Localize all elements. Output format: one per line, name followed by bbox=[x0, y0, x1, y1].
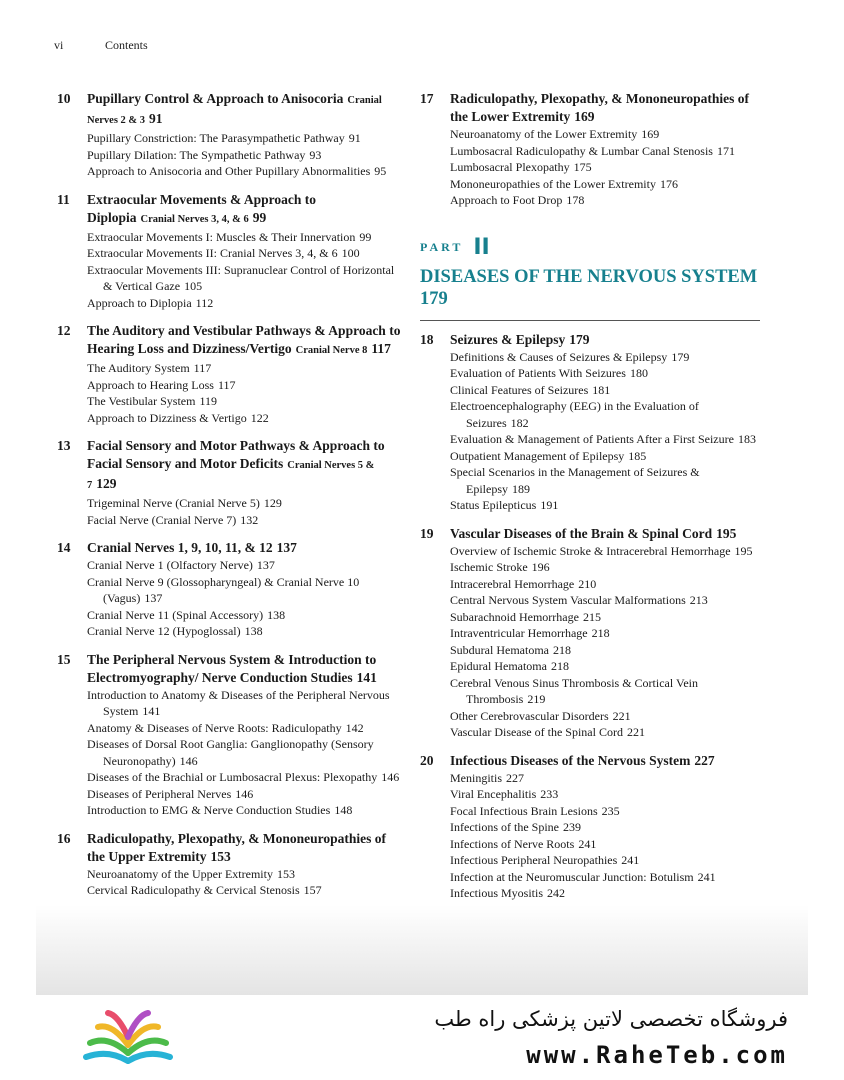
chapter-title bbox=[450, 90, 760, 126]
entry-page: 215 bbox=[582, 609, 601, 624]
entry-text: Cranial Nerve 11 (Spinal Accessory) bbox=[87, 607, 264, 622]
toc-left-column bbox=[57, 90, 402, 910]
toc-entry bbox=[87, 557, 402, 574]
chapter-page: 153 bbox=[210, 848, 231, 864]
entry-text: Focal Infectious Brain Lesions bbox=[450, 803, 598, 818]
toc-entry bbox=[450, 192, 760, 209]
toc-entry bbox=[450, 464, 760, 497]
toc-entry bbox=[450, 431, 760, 448]
chapter-title bbox=[87, 539, 402, 557]
toc-entry bbox=[87, 229, 402, 246]
entry-page: 171 bbox=[716, 143, 735, 158]
toc-entry bbox=[87, 882, 402, 899]
entry-page: 117 bbox=[193, 361, 212, 375]
entry-page: 221 bbox=[612, 708, 631, 723]
toc-entry bbox=[450, 143, 760, 160]
open-book-logo-icon bbox=[78, 1003, 178, 1069]
entry-page: 129 bbox=[263, 496, 282, 510]
entry-page: 241 bbox=[578, 836, 597, 851]
toc-entry bbox=[87, 866, 402, 883]
entry-page: 189 bbox=[512, 481, 530, 496]
entry-text: Introduction to EMG & Nerve Conduction Studies bbox=[87, 803, 331, 817]
toc-entry bbox=[450, 642, 760, 659]
toc-entry bbox=[87, 410, 402, 427]
entry-page: 241 bbox=[697, 869, 716, 884]
entry-page: 179 bbox=[671, 349, 690, 364]
toc-entry bbox=[450, 159, 760, 176]
store-url: www.RaheTeb.com bbox=[526, 1041, 788, 1069]
entry-text: Overview of Ischemic Stroke & Intracerebral Hemorrhage bbox=[450, 543, 731, 558]
entry-page: 241 bbox=[621, 853, 640, 867]
toc-entry bbox=[450, 609, 760, 626]
entry-page: 233 bbox=[540, 787, 559, 801]
cranial-nerve-tag: Cranial Nerve 8 bbox=[295, 345, 368, 356]
entry-page: 196 bbox=[531, 560, 550, 574]
chapter-body bbox=[87, 322, 402, 426]
toc-entry bbox=[87, 130, 402, 147]
entry-page: 142 bbox=[345, 720, 364, 735]
toc-entry bbox=[450, 770, 760, 787]
entry-page: 210 bbox=[578, 576, 597, 591]
chapter-title-text: Pupillary Control & Approach to Anisocoria bbox=[87, 91, 344, 106]
chapter-number: 14 bbox=[57, 540, 71, 555]
entry-page: 132 bbox=[240, 512, 259, 527]
entry-text: The Vestibular System bbox=[87, 394, 196, 408]
chapter-title-text: Infectious Diseases of the Nervous System bbox=[450, 752, 691, 768]
chapter-title-text: Cranial Nerves 1, 9, 10, 11, & 12 bbox=[87, 540, 273, 555]
chapter-number: 19 bbox=[420, 525, 434, 541]
entry-page: 100 bbox=[341, 246, 360, 260]
entry-text: Extraocular Movements III: Supranuclear Control of Horizontal & Vertical Gaze bbox=[87, 262, 395, 293]
entry-page: 219 bbox=[527, 692, 546, 706]
page-header bbox=[54, 38, 148, 53]
entry-page: 93 bbox=[309, 147, 322, 162]
page-number: vi bbox=[54, 38, 64, 52]
entry-page: 185 bbox=[628, 448, 647, 463]
entry-page: 146 bbox=[235, 786, 254, 801]
entry-text: Anatomy & Diseases of Nerve Roots: Radiculopathy bbox=[87, 720, 342, 735]
entry-text: Approach to Dizziness & Vertigo bbox=[87, 410, 247, 425]
part-page: 179 bbox=[420, 288, 448, 309]
toc-entry bbox=[450, 786, 760, 803]
toc-entry bbox=[87, 245, 402, 262]
chapter-page: 91 bbox=[149, 111, 163, 126]
entry-text: Pupillary Constriction: The Parasympathetic Pathway bbox=[87, 131, 345, 145]
entry-page: 138 bbox=[244, 624, 263, 638]
entry-text: Facial Nerve (Cranial Nerve 7) bbox=[87, 512, 237, 527]
toc-entry bbox=[87, 147, 402, 164]
part-label bbox=[420, 235, 760, 260]
entry-text: Electroencephalography (EEG) in the Evaluation of Seizures bbox=[450, 399, 699, 430]
chapter-title bbox=[450, 525, 760, 543]
toc-entry bbox=[450, 126, 760, 143]
entry-text: Cranial Nerve 9 (Glossopharyngeal) & Cranial Nerve 10 (Vagus) bbox=[87, 574, 360, 605]
entry-text: Neuroanatomy of the Upper Extremity bbox=[87, 866, 273, 881]
entry-text: Cerebral Venous Sinus Thrombosis & Cortical Vein Thrombosis bbox=[450, 675, 698, 706]
chapter-number: 10 bbox=[57, 91, 71, 106]
chapter-19 bbox=[420, 525, 760, 741]
entry-page: 95 bbox=[374, 164, 387, 178]
chapter-title-text: Seizures & Epilepsy bbox=[450, 331, 566, 347]
part-title bbox=[420, 266, 760, 310]
entry-page: 91 bbox=[348, 131, 361, 145]
entry-text: Introduction to Anatomy & Diseases of the Peripheral Nervous System bbox=[87, 687, 390, 718]
entry-page: 122 bbox=[250, 410, 269, 425]
entry-text: Subarachnoid Hemorrhage bbox=[450, 609, 579, 624]
entry-text: Infections of Nerve Roots bbox=[450, 836, 575, 851]
entry-text: Pupillary Dilation: The Sympathetic Pathway bbox=[87, 147, 306, 162]
toc-entry bbox=[87, 802, 402, 819]
entry-page: 117 bbox=[217, 377, 236, 392]
toc-entry bbox=[450, 349, 760, 366]
entry-text: Extraocular Movements I: Muscles & Their Innervation bbox=[87, 229, 356, 244]
chapter-title-text: Extraocular Movements & Approach to Diplopia bbox=[87, 191, 316, 225]
toc-entry bbox=[87, 360, 402, 377]
bottom-fade-overlay bbox=[36, 905, 808, 995]
toc-entry bbox=[87, 786, 402, 803]
entry-page: 218 bbox=[591, 626, 610, 640]
entry-text: Cervical Radiculopathy & Cervical Stenosis bbox=[87, 883, 300, 897]
entry-text: Ischemic Stroke bbox=[450, 560, 528, 574]
toc-entry bbox=[450, 497, 760, 514]
entry-page: 183 bbox=[737, 432, 756, 446]
entry-text: Meningitis bbox=[450, 770, 503, 785]
entry-text: Extraocular Movements II: Cranial Nerves 3, 4, & 6 bbox=[87, 246, 338, 260]
entry-page: 148 bbox=[334, 803, 353, 817]
entry-text: Diseases of the Brachial or Lumbosacral Plexus: Plexopathy bbox=[87, 770, 378, 784]
entry-page: 235 bbox=[601, 803, 620, 818]
entry-text: Subdural Hematoma bbox=[450, 642, 549, 657]
chapter-title-text: Radiculopathy, Plexopathy, & Mononeuropathies of the Upper Extremity bbox=[87, 830, 387, 864]
toc-entry bbox=[87, 262, 402, 295]
chapter-title bbox=[87, 437, 402, 495]
entry-page: 153 bbox=[276, 866, 295, 881]
chapter-title-text: The Peripheral Nervous System & Introduction to Electromyography/ Nerve Conduction Studies bbox=[87, 651, 377, 685]
entry-text: Approach to Foot Drop bbox=[450, 193, 563, 207]
toc-entry bbox=[87, 769, 402, 786]
entry-page: 218 bbox=[552, 642, 571, 657]
chapter-title-text: Facial Sensory and Motor Pathways & Approach to Facial Sensory and Motor Deficits bbox=[87, 438, 385, 471]
chapter-13 bbox=[57, 437, 402, 528]
entry-page: 213 bbox=[689, 593, 708, 607]
toc-entry bbox=[450, 543, 760, 560]
chapter-page: 179 bbox=[569, 331, 590, 347]
part-roman-numeral: II bbox=[473, 234, 490, 260]
toc-entry bbox=[450, 625, 760, 642]
toc-entry bbox=[450, 724, 760, 741]
entry-page: 138 bbox=[267, 607, 286, 622]
entry-text: Infections of the Spine bbox=[450, 820, 559, 834]
entry-text: Intracerebral Hemorrhage bbox=[450, 576, 575, 591]
entry-text: Neuroanatomy of the Lower Extremity bbox=[450, 127, 638, 141]
chapter-page: 117 bbox=[371, 341, 391, 356]
chapter-title bbox=[87, 90, 402, 130]
store-name: فروشگاه تخصصی لاتین پزشکی راه طب bbox=[434, 1007, 788, 1031]
chapter-body bbox=[450, 525, 760, 741]
chapter-title-text: Vascular Diseases of the Brain & Spinal Cord bbox=[450, 525, 713, 541]
toc-entry bbox=[450, 803, 760, 820]
chapter-number: 17 bbox=[420, 91, 434, 106]
entry-page: 137 bbox=[256, 558, 275, 572]
chapter-12 bbox=[57, 322, 402, 426]
chapter-body bbox=[450, 752, 760, 902]
chapter-number: 20 bbox=[420, 752, 434, 768]
entry-text: Infectious Myositis bbox=[450, 886, 543, 900]
chapter-title-text: Radiculopathy, Plexopathy, & Mononeuropathies of the Lower Extremity bbox=[450, 91, 750, 124]
chapter-10 bbox=[57, 90, 402, 180]
entry-page: 181 bbox=[592, 382, 611, 397]
entry-page: 146 bbox=[179, 753, 198, 768]
toc-entry bbox=[87, 295, 402, 312]
entry-text: Special Scenarios in the Management of Seizures & Epilepsy bbox=[450, 465, 700, 496]
toc-entry bbox=[450, 675, 760, 708]
toc-entry bbox=[87, 607, 402, 624]
chapter-body bbox=[87, 90, 402, 180]
chapter-number: 12 bbox=[57, 323, 71, 338]
toc-entry bbox=[450, 708, 760, 725]
chapter-body bbox=[87, 437, 402, 528]
chapter-page: 195 bbox=[716, 525, 737, 541]
part-heading bbox=[420, 235, 760, 321]
entry-text: Approach to Anisocoria and Other Pupillary Abnormalities bbox=[87, 164, 371, 178]
toc-entry bbox=[87, 512, 402, 529]
chapter-page: 99 bbox=[252, 209, 267, 225]
chapter-title bbox=[450, 331, 760, 349]
toc-entry bbox=[87, 163, 402, 180]
cranial-nerve-tag: Cranial Nerves 3, 4, & 6 bbox=[140, 213, 249, 225]
toc-entry bbox=[450, 885, 760, 902]
entry-page: 175 bbox=[573, 160, 592, 174]
chapter-page: 141 bbox=[356, 669, 377, 685]
chapter-title bbox=[87, 191, 402, 229]
toc-entry bbox=[87, 736, 402, 769]
chapter-number: 13 bbox=[57, 438, 71, 453]
entry-text: Intraventricular Hemorrhage bbox=[450, 626, 588, 640]
entry-text: Other Cerebrovascular Disorders bbox=[450, 708, 609, 723]
chapter-11 bbox=[57, 191, 402, 312]
entry-page: 141 bbox=[142, 704, 161, 718]
chapter-title bbox=[87, 651, 402, 687]
chapter-page: 129 bbox=[96, 476, 117, 491]
chapter-number: 16 bbox=[57, 830, 71, 846]
entry-text: Cranial Nerve 1 (Olfactory Nerve) bbox=[87, 558, 253, 572]
toc-entry bbox=[450, 819, 760, 836]
entry-text: Trigeminal Nerve (Cranial Nerve 5) bbox=[87, 496, 260, 510]
toc-entry bbox=[450, 365, 760, 382]
entry-page: 169 bbox=[641, 127, 660, 141]
entry-text: Outpatient Management of Epilepsy bbox=[450, 448, 625, 463]
chapter-title bbox=[87, 322, 402, 360]
chapter-body bbox=[87, 539, 402, 640]
entry-page: 157 bbox=[303, 883, 322, 897]
entry-text: The Auditory System bbox=[87, 361, 190, 375]
entry-page: 182 bbox=[510, 415, 529, 430]
entry-text: Mononeuropathies of the Lower Extremity bbox=[450, 176, 656, 191]
entry-text: Status Epilepticus bbox=[450, 498, 537, 512]
chapter-title bbox=[87, 830, 402, 866]
entry-text: Infectious Peripheral Neuropathies bbox=[450, 853, 618, 867]
chapter-body bbox=[87, 830, 402, 899]
chapter-20 bbox=[420, 752, 760, 902]
toc-entry bbox=[450, 592, 760, 609]
entry-text: Evaluation & Management of Patients After a First Seizure bbox=[450, 432, 734, 446]
entry-text: Approach to Hearing Loss bbox=[87, 377, 214, 392]
toc-entry bbox=[450, 176, 760, 193]
entry-text: Evaluation of Patients With Seizures bbox=[450, 366, 626, 380]
entry-page: 191 bbox=[540, 498, 559, 512]
chapter-number: 11 bbox=[57, 191, 70, 207]
entry-page: 242 bbox=[547, 886, 565, 900]
entry-page: 112 bbox=[195, 295, 214, 310]
chapter-page: 169 bbox=[574, 109, 595, 124]
toc-entry bbox=[450, 382, 760, 399]
entry-text: Clinical Features of Seizures bbox=[450, 382, 589, 397]
toc-entry bbox=[87, 720, 402, 737]
entry-page: 146 bbox=[381, 770, 400, 784]
toc-entry bbox=[87, 574, 402, 607]
watermark-banner bbox=[0, 995, 844, 1080]
entry-text: Central Nervous System Vascular Malformations bbox=[450, 593, 686, 607]
chapter-body bbox=[87, 191, 402, 312]
chapter-15 bbox=[57, 651, 402, 819]
toc-entry bbox=[450, 576, 760, 593]
entry-page: 221 bbox=[626, 725, 645, 739]
entry-text: Vascular Disease of the Spinal Cord bbox=[450, 725, 623, 739]
part-title-text: DISEASES OF THE NERVOUS SYSTEM bbox=[420, 266, 758, 287]
entry-text: Infection at the Neuromuscular Junction: Botulism bbox=[450, 869, 694, 884]
chapter-page: 137 bbox=[276, 540, 297, 555]
entry-text: Epidural Hematoma bbox=[450, 659, 547, 673]
cranial-nerve-tag: Cranial Nerves 5 & 7 bbox=[87, 460, 375, 491]
toc-entry bbox=[87, 393, 402, 410]
chapter-16 bbox=[57, 830, 402, 899]
chapter-title bbox=[450, 752, 760, 770]
entry-text: Diseases of Dorsal Root Ganglia: Ganglionopathy (Sensory Neuronopathy) bbox=[87, 737, 374, 768]
entry-text: Viral Encephalitis bbox=[450, 787, 537, 801]
entry-page: 105 bbox=[184, 279, 203, 293]
toc-entry bbox=[450, 852, 760, 869]
entry-text: Definitions & Causes of Seizures & Epilepsy bbox=[450, 349, 668, 364]
entry-page: 180 bbox=[629, 366, 648, 380]
chapter-body bbox=[450, 331, 760, 514]
toc-entry bbox=[450, 836, 760, 853]
entry-page: 119 bbox=[199, 394, 217, 408]
entry-text: Lumbosacral Plexopathy bbox=[450, 160, 570, 174]
cranial-nerve-tag: Cranial Nerves 2 & 3 bbox=[87, 95, 382, 126]
chapter-18 bbox=[420, 331, 760, 514]
chapter-body bbox=[87, 651, 402, 819]
entry-page: 178 bbox=[566, 193, 585, 207]
entry-page: 137 bbox=[144, 591, 163, 605]
part-divider bbox=[420, 320, 760, 321]
entry-page: 99 bbox=[359, 229, 372, 244]
entry-text: Diseases of Peripheral Nerves bbox=[87, 786, 232, 801]
entry-page: 176 bbox=[659, 176, 678, 191]
page-header-title: Contents bbox=[105, 38, 148, 52]
entry-page: 195 bbox=[734, 543, 753, 558]
toc-entry bbox=[87, 687, 402, 720]
toc-entry bbox=[450, 398, 760, 431]
entry-page: 227 bbox=[506, 770, 525, 785]
toc-entry bbox=[450, 869, 760, 886]
entry-text: Approach to Diplopia bbox=[87, 295, 192, 310]
toc-right-column bbox=[420, 90, 760, 913]
chapter-number: 18 bbox=[420, 331, 434, 347]
chapter-body bbox=[450, 90, 760, 209]
entry-page: 239 bbox=[562, 820, 581, 834]
toc-entry bbox=[450, 559, 760, 576]
chapter-14 bbox=[57, 539, 402, 640]
part-word: PART bbox=[420, 239, 464, 254]
toc-entry bbox=[87, 623, 402, 640]
toc-entry bbox=[87, 377, 402, 394]
chapter-17 bbox=[420, 90, 760, 209]
toc-entry bbox=[450, 658, 760, 675]
entry-page: 218 bbox=[550, 659, 569, 673]
toc-entry bbox=[450, 448, 760, 465]
chapter-number: 15 bbox=[57, 651, 71, 667]
chapter-title-text: The Auditory and Vestibular Pathways & Approach to Hearing Loss and Dizziness/Vertigo bbox=[87, 323, 401, 356]
chapter-page: 227 bbox=[694, 752, 715, 768]
entry-text: Lumbosacral Radiculopathy & Lumbar Canal Stenosis bbox=[450, 143, 713, 158]
toc-entry bbox=[87, 495, 402, 512]
entry-text: Cranial Nerve 12 (Hypoglossal) bbox=[87, 624, 241, 638]
